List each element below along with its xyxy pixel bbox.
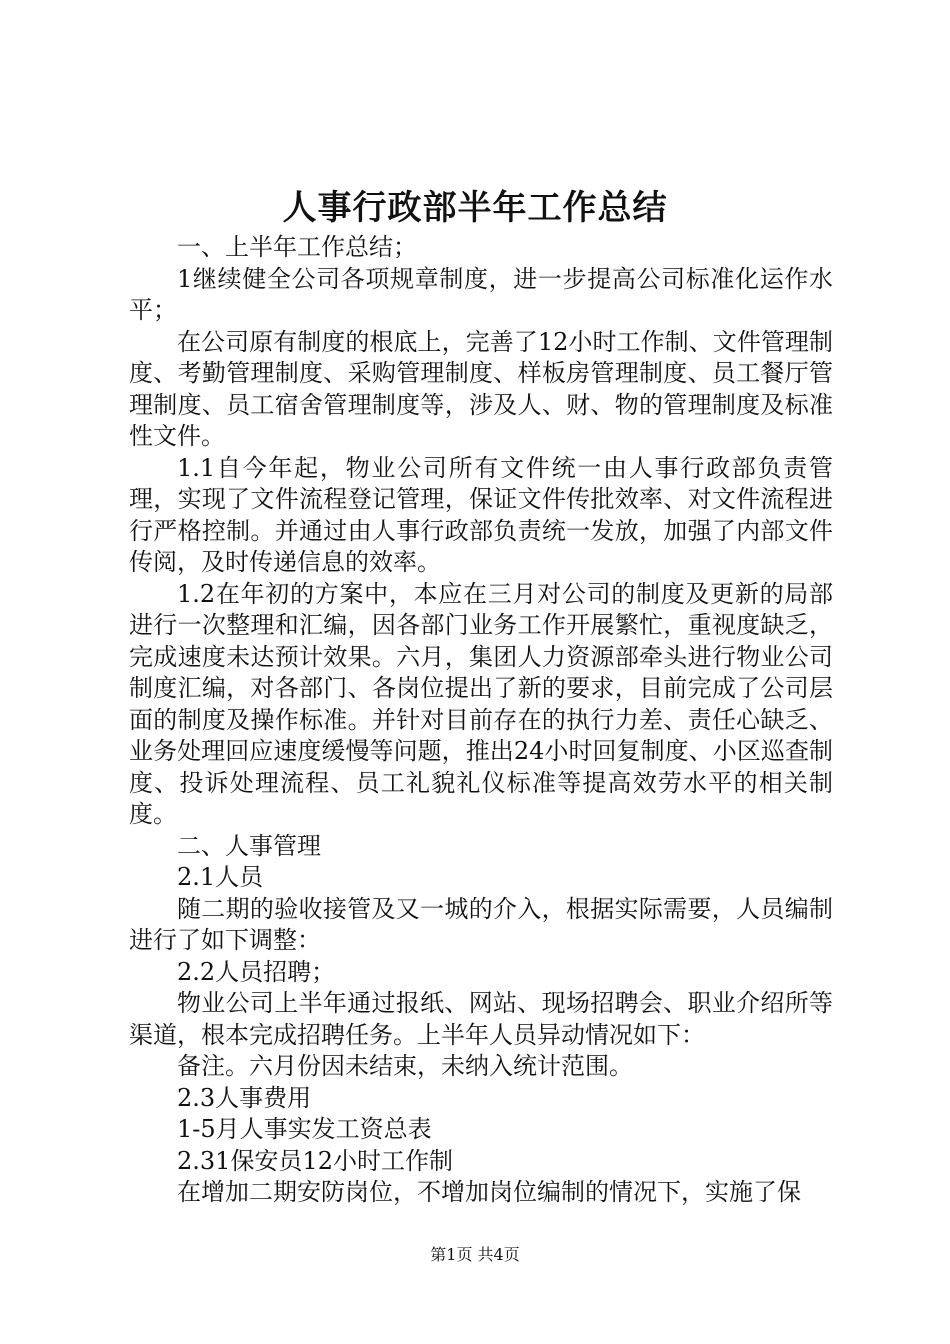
paragraph: 备注。六月份因未结束，未纳入统计范围。	[177, 1052, 633, 1080]
paragraph: 在增加二期安防岗位，不增加岗位编制的情况下，实施了保	[177, 1178, 801, 1206]
page-footer: 第1页 共4页	[430, 1245, 520, 1264]
paragraph: 在公司原有制度的根底上，完善了12小时工作制、文件管理制度、考勤管理制度、采购管理制度、样板房管理制度、员工餐厅管理制度、员工宿舍管理制度等，涉及人、财、物的管理制度及标准性文件。	[129, 327, 833, 450]
document-body	[129, 232, 833, 1209]
paragraph: 随二期的验收接管及又一城的介入，根据实际需要，人员编制进行了如下调整：	[129, 894, 833, 954]
paragraph: 2.1人员	[177, 863, 264, 891]
document-title: 人事行政部半年工作总结	[282, 188, 668, 228]
paragraph: 物业公司上半年通过报纸、网站、现场招聘会、职业介绍所等渠道，根本完成招聘任务。上半年人员异动情况如下：	[129, 989, 833, 1049]
paragraph: 2.2人员招聘；	[177, 957, 336, 986]
paragraph: 二、人事管理	[177, 831, 321, 860]
paragraph: 1-5月人事实发工资总表	[177, 1115, 432, 1143]
paragraph: 1.1自今年起，物业公司所有文件统一由人事行政部负责管理，实现了文件流程登记管理，保证文件传批效率、对文件流程进行严格控制。并通过由人事行政部负责统一发放，加强了内部文件传阅，及时传递信息的效率。	[129, 453, 833, 576]
paragraph: 1.2在年初的方案中，本应在三月对公司的制度及更新的局部进行一次整理和汇编，因各部门业务工作开展繁忙，重视度缺乏，完成速度未达预计效果。六月，集团人力资源部牵头进行物业公司制度汇编，对各部门、各岗位提出了新的要求，目前完成了公司层面的制度及操作标准。并针对目前存在的执行力差、责任心缺乏、业务处理回应速度缓慢等问题，推出24小时回复制度、小区巡查制度、投诉处理流程、员工礼貌礼仪标准等提高效劳水平的相关制度。	[129, 579, 833, 828]
paragraph: 2.31保安员12小时工作制	[177, 1146, 453, 1175]
paragraph: 1继续健全公司各项规章制度，进一步提高公司标准化运作水平；	[129, 264, 833, 324]
paragraph: 2.3人事费用	[177, 1083, 312, 1112]
paragraph: 一、上半年工作总结；	[177, 233, 417, 261]
